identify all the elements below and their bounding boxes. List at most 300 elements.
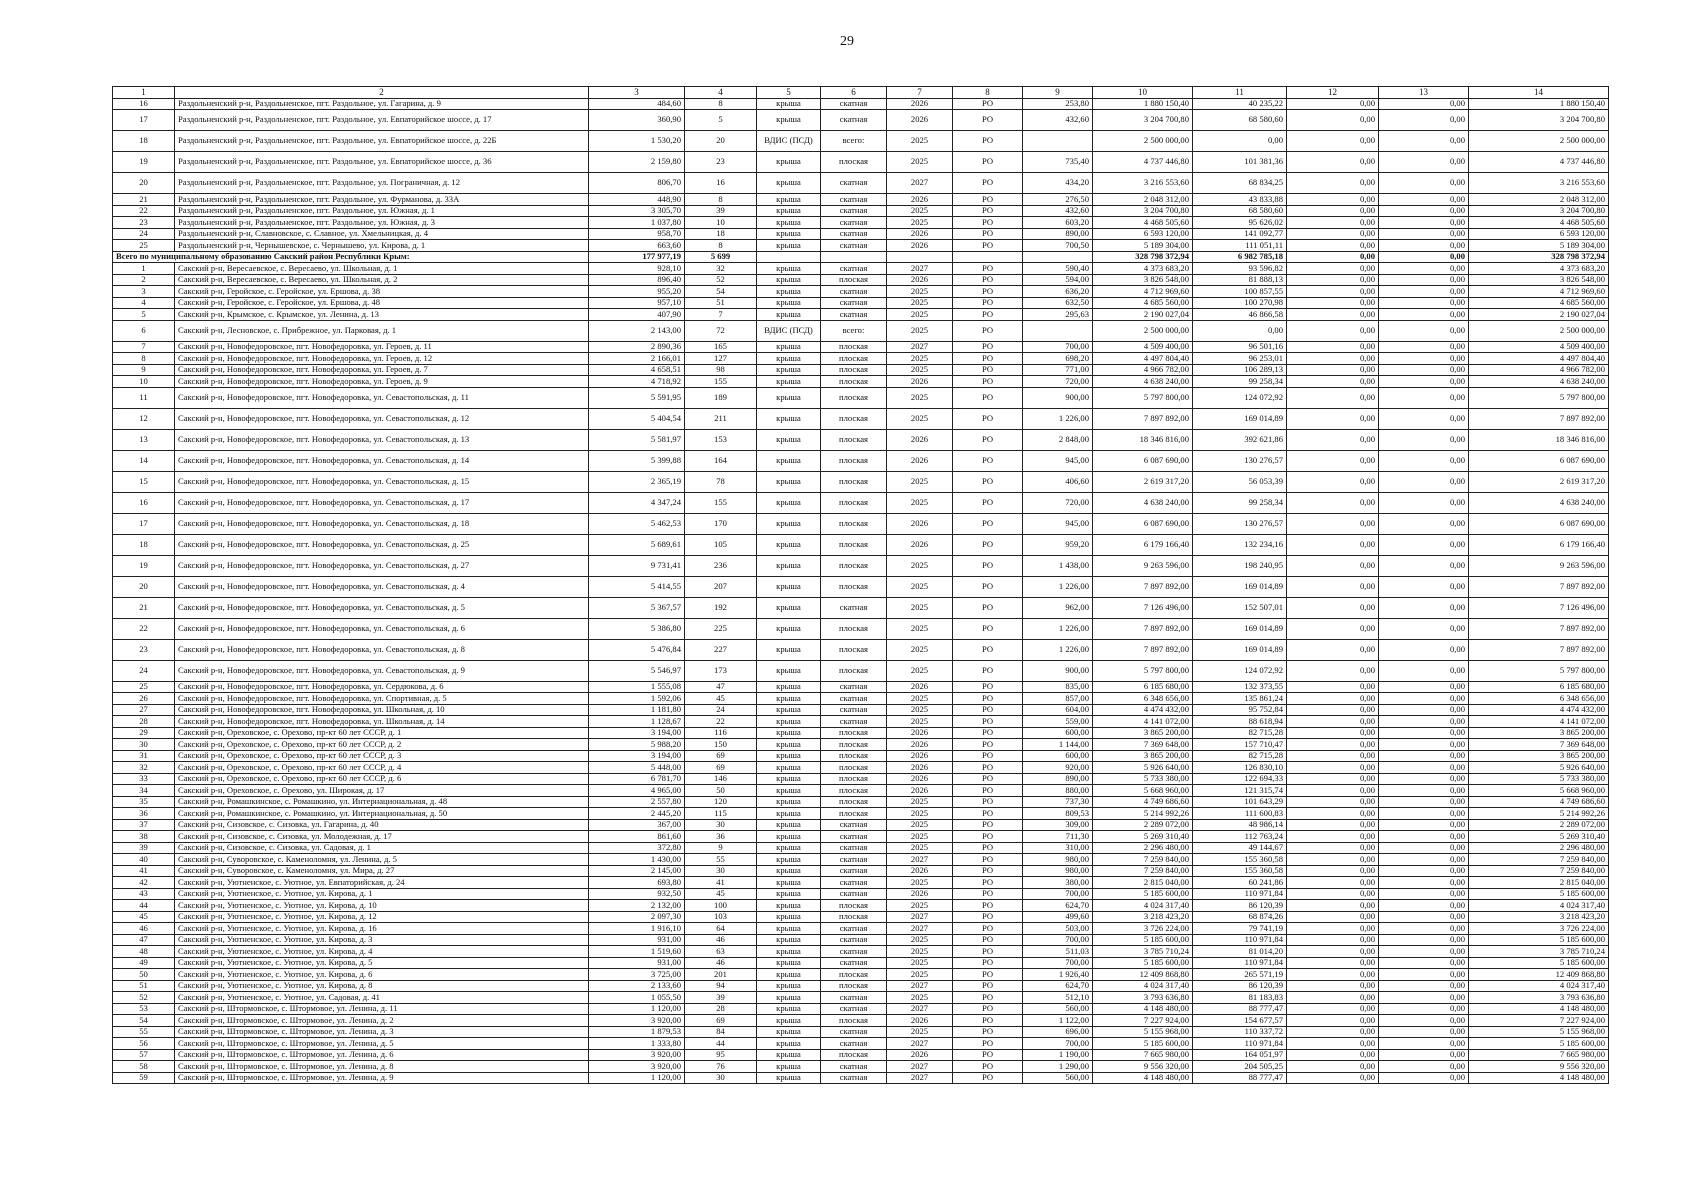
table-cell: 5 668 960,00 bbox=[1093, 785, 1193, 797]
table-cell: плоская bbox=[821, 471, 887, 492]
table-cell: 0,00 bbox=[1287, 865, 1379, 877]
table-cell: 16 bbox=[113, 98, 175, 110]
table-cell: 0,00 bbox=[1287, 819, 1379, 831]
table-cell: крыша bbox=[757, 1049, 821, 1061]
table-cell: 2025 bbox=[887, 877, 953, 889]
table-cell: 3 920,00 bbox=[589, 1061, 685, 1073]
table-cell: 2026 bbox=[887, 727, 953, 739]
table-cell: 448,90 bbox=[589, 194, 685, 206]
table-cell: крыша bbox=[757, 681, 821, 693]
table-cell: 6 179 166,40 bbox=[1469, 534, 1609, 555]
table-cell: 18 bbox=[113, 534, 175, 555]
table-cell: 3 194,00 bbox=[589, 750, 685, 762]
table-row bbox=[113, 274, 1609, 286]
table-cell: 693,80 bbox=[589, 877, 685, 889]
table-cell: 0,00 bbox=[1379, 660, 1469, 681]
table-cell: РО bbox=[953, 1038, 1023, 1050]
table-cell: 735,40 bbox=[1023, 152, 1093, 173]
table-cell: 3 785 710,24 bbox=[1469, 946, 1609, 958]
table-cell: РО bbox=[953, 1003, 1023, 1015]
table-cell: 36 bbox=[685, 831, 757, 843]
table-cell: 130 276,57 bbox=[1193, 450, 1287, 471]
table-cell: РО bbox=[953, 1015, 1023, 1027]
table-cell: 0,00 bbox=[1379, 364, 1469, 376]
table-cell: 8 bbox=[685, 98, 757, 110]
table-cell: 6 087 690,00 bbox=[1469, 513, 1609, 534]
address-cell: Сакский р-н, Ореховское, с. Орехово, пр-кт 60 лет СССР, д. 1 bbox=[175, 727, 589, 739]
table-cell: 962,00 bbox=[1023, 597, 1093, 618]
table-row bbox=[113, 320, 1609, 341]
table-cell: 4 685 560,00 bbox=[1093, 297, 1193, 309]
table-cell: 955,20 bbox=[589, 286, 685, 298]
table-cell bbox=[1023, 320, 1093, 341]
table-cell: 0,00 bbox=[1287, 911, 1379, 923]
table-cell: 6 348 656,00 bbox=[1469, 693, 1609, 705]
table-row bbox=[113, 865, 1609, 877]
table-cell: 0,00 bbox=[1379, 877, 1469, 889]
table-cell: 4 509 400,00 bbox=[1093, 341, 1193, 353]
table-cell: 0,00 bbox=[1379, 408, 1469, 429]
table-cell: 696,00 bbox=[1023, 1026, 1093, 1038]
table-cell: 0,00 bbox=[1287, 704, 1379, 716]
table-cell: плоская bbox=[821, 969, 887, 981]
table-cell: 30 bbox=[685, 819, 757, 831]
address-cell: Сакский р-н, Уютненское, с. Уютное, ул. Кирова, д. 16 bbox=[175, 923, 589, 935]
table-cell: плоская bbox=[821, 796, 887, 808]
table-cell: РО bbox=[953, 957, 1023, 969]
table-cell: 0,00 bbox=[1379, 739, 1469, 751]
table-cell: 155 bbox=[685, 376, 757, 388]
table-row bbox=[113, 946, 1609, 958]
table-cell: 0,00 bbox=[1287, 618, 1379, 639]
table-cell: 0,00 bbox=[1287, 831, 1379, 843]
table-cell: 28 bbox=[685, 1003, 757, 1015]
table-cell: 4 749 686,60 bbox=[1469, 796, 1609, 808]
table-cell: 6 185 680,00 bbox=[1469, 681, 1609, 693]
table-cell: 81 014,20 bbox=[1193, 946, 1287, 958]
table-cell: 0,00 bbox=[1287, 660, 1379, 681]
address-cell: Сакский р-н, Новофедоровское, пгт. Новофедоровка, ул. Школьная, д. 10 bbox=[175, 704, 589, 716]
table-cell: 2 159,80 bbox=[589, 152, 685, 173]
table-cell: РО bbox=[953, 376, 1023, 388]
table-cell: 53 bbox=[113, 1003, 175, 1015]
address-cell: Сакский р-н, Уютненское, с. Уютное, ул. Кирова, д. 3 bbox=[175, 934, 589, 946]
table-cell: 152 507,01 bbox=[1193, 597, 1287, 618]
table-cell: 711,30 bbox=[1023, 831, 1093, 843]
table-cell: 0,00 bbox=[1287, 739, 1379, 751]
table-cell: 2 815 040,00 bbox=[1469, 877, 1609, 889]
table-cell: 4 685 560,00 bbox=[1469, 297, 1609, 309]
table-cell: РО bbox=[953, 341, 1023, 353]
table-cell: крыша bbox=[757, 205, 821, 217]
table-cell: 110 971,84 bbox=[1193, 1038, 1287, 1050]
table-cell: 0,00 bbox=[1287, 1003, 1379, 1015]
table-cell: 698,20 bbox=[1023, 353, 1093, 365]
table-cell: 5 591,95 bbox=[589, 387, 685, 408]
table-cell: 5 462,53 bbox=[589, 513, 685, 534]
table-cell: крыша bbox=[757, 1072, 821, 1084]
table-cell: РО bbox=[953, 808, 1023, 820]
table-cell: РО bbox=[953, 450, 1023, 471]
table-cell: 44 bbox=[113, 900, 175, 912]
table-cell: 0,00 bbox=[1287, 471, 1379, 492]
table-cell: 0,00 bbox=[1379, 131, 1469, 152]
table-cell: 700,00 bbox=[1023, 888, 1093, 900]
table-cell: 40 bbox=[113, 854, 175, 866]
table-cell: РО bbox=[953, 865, 1023, 877]
table-cell: 7 259 840,00 bbox=[1469, 865, 1609, 877]
table-cell: 0,00 bbox=[1287, 194, 1379, 206]
table-cell: 146 bbox=[685, 773, 757, 785]
table-cell: 360,90 bbox=[589, 110, 685, 131]
table-row bbox=[113, 969, 1609, 981]
table-cell: 3 920,00 bbox=[589, 1049, 685, 1061]
table-cell: 2025 bbox=[887, 286, 953, 298]
table-cell: 10 bbox=[685, 217, 757, 229]
table-cell: 169 014,89 bbox=[1193, 618, 1287, 639]
table-cell: 0,00 bbox=[1287, 934, 1379, 946]
table-cell: 560,00 bbox=[1023, 1072, 1093, 1084]
table-cell: 945,00 bbox=[1023, 513, 1093, 534]
table-cell: 700,00 bbox=[1023, 341, 1093, 353]
table-cell: 22 bbox=[113, 618, 175, 639]
table-cell: 0,00 bbox=[1287, 639, 1379, 660]
table-cell: 2 619 317,20 bbox=[1469, 471, 1609, 492]
column-number-cell: 12 bbox=[1287, 87, 1379, 99]
table-cell: РО bbox=[953, 194, 1023, 206]
table-cell: 1 592,06 bbox=[589, 693, 685, 705]
table-cell: 2 190 027,04 bbox=[1093, 309, 1193, 321]
table-row bbox=[113, 471, 1609, 492]
table-cell: 3 920,00 bbox=[589, 1015, 685, 1027]
table-cell: 124 072,92 bbox=[1193, 387, 1287, 408]
table-cell: 29 bbox=[113, 727, 175, 739]
table-cell: крыша bbox=[757, 471, 821, 492]
table-cell: 5 386,80 bbox=[589, 618, 685, 639]
table-cell: РО bbox=[953, 1026, 1023, 1038]
table-cell: 2025 bbox=[887, 946, 953, 958]
table-cell: РО bbox=[953, 796, 1023, 808]
address-cell: Сакский р-н, Вересаевское, с. Вересаево, ул. Школьная, д. 2 bbox=[175, 274, 589, 286]
table-cell: 0,00 bbox=[1287, 693, 1379, 705]
table-cell: 8 bbox=[685, 240, 757, 252]
table-cell: 771,00 bbox=[1023, 364, 1093, 376]
table-cell: 22 bbox=[685, 716, 757, 728]
table-cell: 88 777,47 bbox=[1193, 1003, 1287, 1015]
table-cell: 0,00 bbox=[1379, 309, 1469, 321]
table-cell: РО bbox=[953, 727, 1023, 739]
table-row bbox=[113, 173, 1609, 194]
table-cell: РО bbox=[953, 173, 1023, 194]
address-cell: Сакский р-н, Новофедоровское, пгт. Новофедоровка, ул. Героев, д. 12 bbox=[175, 353, 589, 365]
table-cell: 4 024 317,40 bbox=[1093, 980, 1193, 992]
table-cell: 8 bbox=[113, 353, 175, 365]
table-cell: крыша bbox=[757, 808, 821, 820]
table-cell: РО bbox=[953, 534, 1023, 555]
table-cell: скатная bbox=[821, 263, 887, 275]
table-cell: 958,70 bbox=[589, 228, 685, 240]
table-row bbox=[113, 842, 1609, 854]
table-cell: РО bbox=[953, 471, 1023, 492]
table-cell: 2025 bbox=[887, 639, 953, 660]
table-cell: 173 bbox=[685, 660, 757, 681]
table-row bbox=[113, 681, 1609, 693]
table-cell: скатная bbox=[821, 842, 887, 854]
table-cell: РО bbox=[953, 131, 1023, 152]
table-cell: 3 865 200,00 bbox=[1469, 727, 1609, 739]
table-cell: 10 bbox=[113, 376, 175, 388]
table-cell: крыша bbox=[757, 923, 821, 935]
table-cell: всего: bbox=[821, 131, 887, 152]
table-cell: 7 259 840,00 bbox=[1093, 854, 1193, 866]
table-cell: 559,00 bbox=[1023, 716, 1093, 728]
table-cell: 0,00 bbox=[1379, 194, 1469, 206]
address-cell: Раздольненский р-н, Раздольненское, пгт. Раздольное, ул. Южная, д. 1 bbox=[175, 205, 589, 217]
table-cell: 225 bbox=[685, 618, 757, 639]
table-cell: 600,00 bbox=[1023, 727, 1093, 739]
table-cell: 170 bbox=[685, 513, 757, 534]
table-cell: крыша bbox=[757, 1038, 821, 1050]
table-cell: скатная bbox=[821, 597, 887, 618]
table-cell: РО bbox=[953, 946, 1023, 958]
table-cell: 55 bbox=[113, 1026, 175, 1038]
table-cell: крыша bbox=[757, 353, 821, 365]
table-cell: 2 296 480,00 bbox=[1093, 842, 1193, 854]
table-cell: 857,00 bbox=[1023, 693, 1093, 705]
table-cell: скатная bbox=[821, 923, 887, 935]
table-cell: 372,80 bbox=[589, 842, 685, 854]
table-cell: 2 619 317,20 bbox=[1093, 471, 1193, 492]
table-cell: 0,00 bbox=[1379, 842, 1469, 854]
table-cell: 9 bbox=[113, 364, 175, 376]
table-cell: РО bbox=[953, 513, 1023, 534]
address-cell: Сакский р-н, Новофедоровское, пгт. Новофедоровка, ул. Севастопольская, д. 25 bbox=[175, 534, 589, 555]
table-cell: 111 051,11 bbox=[1193, 240, 1287, 252]
table-cell: 4 638 240,00 bbox=[1469, 492, 1609, 513]
table-cell: 3 793 636,80 bbox=[1469, 992, 1609, 1004]
table-cell: 896,40 bbox=[589, 274, 685, 286]
table-cell: 4 468 505,60 bbox=[1093, 217, 1193, 229]
table-cell: 110 971,84 bbox=[1193, 934, 1287, 946]
table-cell: 945,00 bbox=[1023, 450, 1093, 471]
table-cell: 2026 bbox=[887, 429, 953, 450]
table-cell: 1 120,00 bbox=[589, 1072, 685, 1084]
table-cell: 632,50 bbox=[1023, 297, 1093, 309]
table-cell: 406,60 bbox=[1023, 471, 1093, 492]
table-row bbox=[113, 110, 1609, 131]
table-cell: 23 bbox=[113, 639, 175, 660]
table-cell: РО bbox=[953, 831, 1023, 843]
table-cell: 0,00 bbox=[1379, 785, 1469, 797]
table-cell: 126 830,10 bbox=[1193, 762, 1287, 774]
table-cell: 5 797 800,00 bbox=[1469, 660, 1609, 681]
table-cell: 2026 bbox=[887, 888, 953, 900]
table-cell: 432,60 bbox=[1023, 110, 1093, 131]
table-cell: скатная bbox=[821, 877, 887, 889]
table-cell: 7 126 496,00 bbox=[1469, 597, 1609, 618]
table-cell: 4 141 072,00 bbox=[1469, 716, 1609, 728]
table-cell: 0,00 bbox=[1379, 980, 1469, 992]
table-cell: скатная bbox=[821, 819, 887, 831]
table-cell: 4 024 317,40 bbox=[1093, 900, 1193, 912]
table-cell: 54 bbox=[685, 286, 757, 298]
table-cell: РО bbox=[953, 681, 1023, 693]
address-cell: Сакский р-н, Штормовское, с. Штормовое, ул. Ленина, д. 6 bbox=[175, 1049, 589, 1061]
table-cell: 7 259 840,00 bbox=[1093, 865, 1193, 877]
table-cell: 95 bbox=[685, 1049, 757, 1061]
table-cell: плоская bbox=[821, 785, 887, 797]
address-cell: Раздольненский р-н, Чернышевское, с. Чернышево, ул. Кирова, д. 1 bbox=[175, 240, 589, 252]
table-cell: РО bbox=[953, 785, 1023, 797]
table-cell: крыша bbox=[757, 865, 821, 877]
table-cell: плоская bbox=[821, 492, 887, 513]
table-cell: 0,00 bbox=[1379, 297, 1469, 309]
table-cell: РО bbox=[953, 286, 1023, 298]
table-cell: РО bbox=[953, 152, 1023, 173]
table-cell: 0,00 bbox=[1379, 618, 1469, 639]
table-cell: 38 bbox=[113, 831, 175, 843]
table-cell: плоская bbox=[821, 513, 887, 534]
table-cell: 0,00 bbox=[1193, 131, 1287, 152]
table-cell: крыша bbox=[757, 597, 821, 618]
table-cell: 110 337,72 bbox=[1193, 1026, 1287, 1038]
table-cell: 590,40 bbox=[1023, 263, 1093, 275]
table-cell: 0,00 bbox=[1287, 387, 1379, 408]
table-cell: крыша bbox=[757, 900, 821, 912]
table-cell: 44 bbox=[685, 1038, 757, 1050]
table-cell: скатная bbox=[821, 194, 887, 206]
table-cell: 60 241,86 bbox=[1193, 877, 1287, 889]
table-cell: 45 bbox=[685, 693, 757, 705]
table-cell: РО bbox=[953, 618, 1023, 639]
table-cell: 0,00 bbox=[1379, 923, 1469, 935]
table-cell: 3 826 548,00 bbox=[1469, 274, 1609, 286]
table-cell: 7 126 496,00 bbox=[1093, 597, 1193, 618]
table-cell: 2025 bbox=[887, 387, 953, 408]
table-cell: 40 235,22 bbox=[1193, 98, 1287, 110]
table-cell: 46 bbox=[685, 957, 757, 969]
table-cell: 0,00 bbox=[1287, 923, 1379, 935]
table-cell: 3 865 200,00 bbox=[1093, 750, 1193, 762]
table-cell: 127 bbox=[685, 353, 757, 365]
address-cell: Сакский р-н, Новофедоровское, пгт. Новофедоровка, ул. Севастопольская, д. 8 bbox=[175, 639, 589, 660]
table-row bbox=[113, 900, 1609, 912]
table-cell: 78 bbox=[685, 471, 757, 492]
table-cell: скатная bbox=[821, 173, 887, 194]
table-cell: 7 369 648,00 bbox=[1469, 739, 1609, 751]
table-cell: 512,10 bbox=[1023, 992, 1093, 1004]
table-cell: 2 048 312,00 bbox=[1469, 194, 1609, 206]
table-cell: 5 668 960,00 bbox=[1469, 785, 1609, 797]
table-cell: 3 865 200,00 bbox=[1469, 750, 1609, 762]
table-cell: крыша bbox=[757, 969, 821, 981]
table-cell: 110 971,84 bbox=[1193, 888, 1287, 900]
table-cell: 900,00 bbox=[1023, 660, 1093, 681]
table-cell: 1 555,08 bbox=[589, 681, 685, 693]
table-cell: 4 148 480,00 bbox=[1469, 1003, 1609, 1015]
table-cell: 663,60 bbox=[589, 240, 685, 252]
table-cell: 51 bbox=[113, 980, 175, 992]
table-cell: 0,00 bbox=[1193, 320, 1287, 341]
table-cell: скатная bbox=[821, 309, 887, 321]
table-cell: скатная bbox=[821, 228, 887, 240]
column-number-cell: 1 bbox=[113, 87, 175, 99]
table-cell: 105 bbox=[685, 534, 757, 555]
table-cell: 0,00 bbox=[1379, 762, 1469, 774]
table-cell: 5 733 380,00 bbox=[1093, 773, 1193, 785]
table-cell: 310,00 bbox=[1023, 842, 1093, 854]
table-row bbox=[113, 1003, 1609, 1015]
table-cell: 45 bbox=[113, 911, 175, 923]
table-cell: РО bbox=[953, 320, 1023, 341]
table-cell: РО bbox=[953, 240, 1023, 252]
table-cell: 0,00 bbox=[1379, 173, 1469, 194]
table-cell: 0,00 bbox=[1287, 1072, 1379, 1084]
table-cell: 0,00 bbox=[1379, 639, 1469, 660]
address-cell: Раздольненский р-н, Раздольненское, пгт. Раздольное, ул. Гагарина, д. 9 bbox=[175, 98, 589, 110]
table-cell: 0,00 bbox=[1287, 980, 1379, 992]
table-cell: 880,00 bbox=[1023, 785, 1093, 797]
table-cell: 31 bbox=[113, 750, 175, 762]
table-cell: плоская bbox=[821, 639, 887, 660]
table-cell: 4 468 505,60 bbox=[1469, 217, 1609, 229]
table-cell: 2025 bbox=[887, 831, 953, 843]
table-cell: 0,00 bbox=[1287, 353, 1379, 365]
table-row bbox=[113, 597, 1609, 618]
table-cell: плоская bbox=[821, 376, 887, 388]
table-cell: крыша bbox=[757, 750, 821, 762]
table-cell: 4 966 782,00 bbox=[1469, 364, 1609, 376]
table-cell: 9 263 596,00 bbox=[1093, 555, 1193, 576]
address-cell: Раздольненский р-н, Раздольненское, пгт. Раздольное, ул. Фурманова, д. 33А bbox=[175, 194, 589, 206]
table-cell: РО bbox=[953, 660, 1023, 681]
address-cell: Сакский р-н, Уютненское, с. Уютное, ул. Кирова, д. 5 bbox=[175, 957, 589, 969]
table-cell: 2025 bbox=[887, 492, 953, 513]
table-cell: 5 214 992,26 bbox=[1093, 808, 1193, 820]
table-cell: 204 505,25 bbox=[1193, 1061, 1287, 1073]
table-cell: скатная bbox=[821, 240, 887, 252]
table-cell: 0,00 bbox=[1379, 471, 1469, 492]
table-cell: 0,00 bbox=[1379, 681, 1469, 693]
table-cell: 4 749 686,60 bbox=[1093, 796, 1193, 808]
table-cell: 49 bbox=[113, 957, 175, 969]
table-cell: 2025 bbox=[887, 297, 953, 309]
table-cell: 2026 bbox=[887, 534, 953, 555]
table-cell: 4 509 400,00 bbox=[1469, 341, 1609, 353]
table-cell: 931,00 bbox=[589, 957, 685, 969]
table-cell: 5 185 600,00 bbox=[1469, 888, 1609, 900]
table-cell: РО bbox=[953, 704, 1023, 716]
address-cell: Раздольненский р-н, Раздольненское, пгт. Раздольное, ул. Евпаторийское шоссе, д. 17 bbox=[175, 110, 589, 131]
table-cell: крыша bbox=[757, 888, 821, 900]
table-cell: 2 500 000,00 bbox=[1469, 320, 1609, 341]
table-cell: 0,00 bbox=[1379, 888, 1469, 900]
table-cell: 84 bbox=[685, 1026, 757, 1038]
table-cell: 0,00 bbox=[1287, 309, 1379, 321]
table-cell: плоская bbox=[821, 1049, 887, 1061]
table-cell: РО bbox=[953, 934, 1023, 946]
table-row bbox=[113, 923, 1609, 935]
table-cell: 4 474 432,00 bbox=[1093, 704, 1193, 716]
table-row bbox=[113, 831, 1609, 843]
table-cell: 69 bbox=[685, 1015, 757, 1027]
table-cell: крыша bbox=[757, 842, 821, 854]
table-cell: 6 185 680,00 bbox=[1093, 681, 1193, 693]
table-cell: 0,00 bbox=[1287, 98, 1379, 110]
table-cell: 236 bbox=[685, 555, 757, 576]
table-cell: 2025 bbox=[887, 992, 953, 1004]
table-cell bbox=[953, 251, 1023, 263]
